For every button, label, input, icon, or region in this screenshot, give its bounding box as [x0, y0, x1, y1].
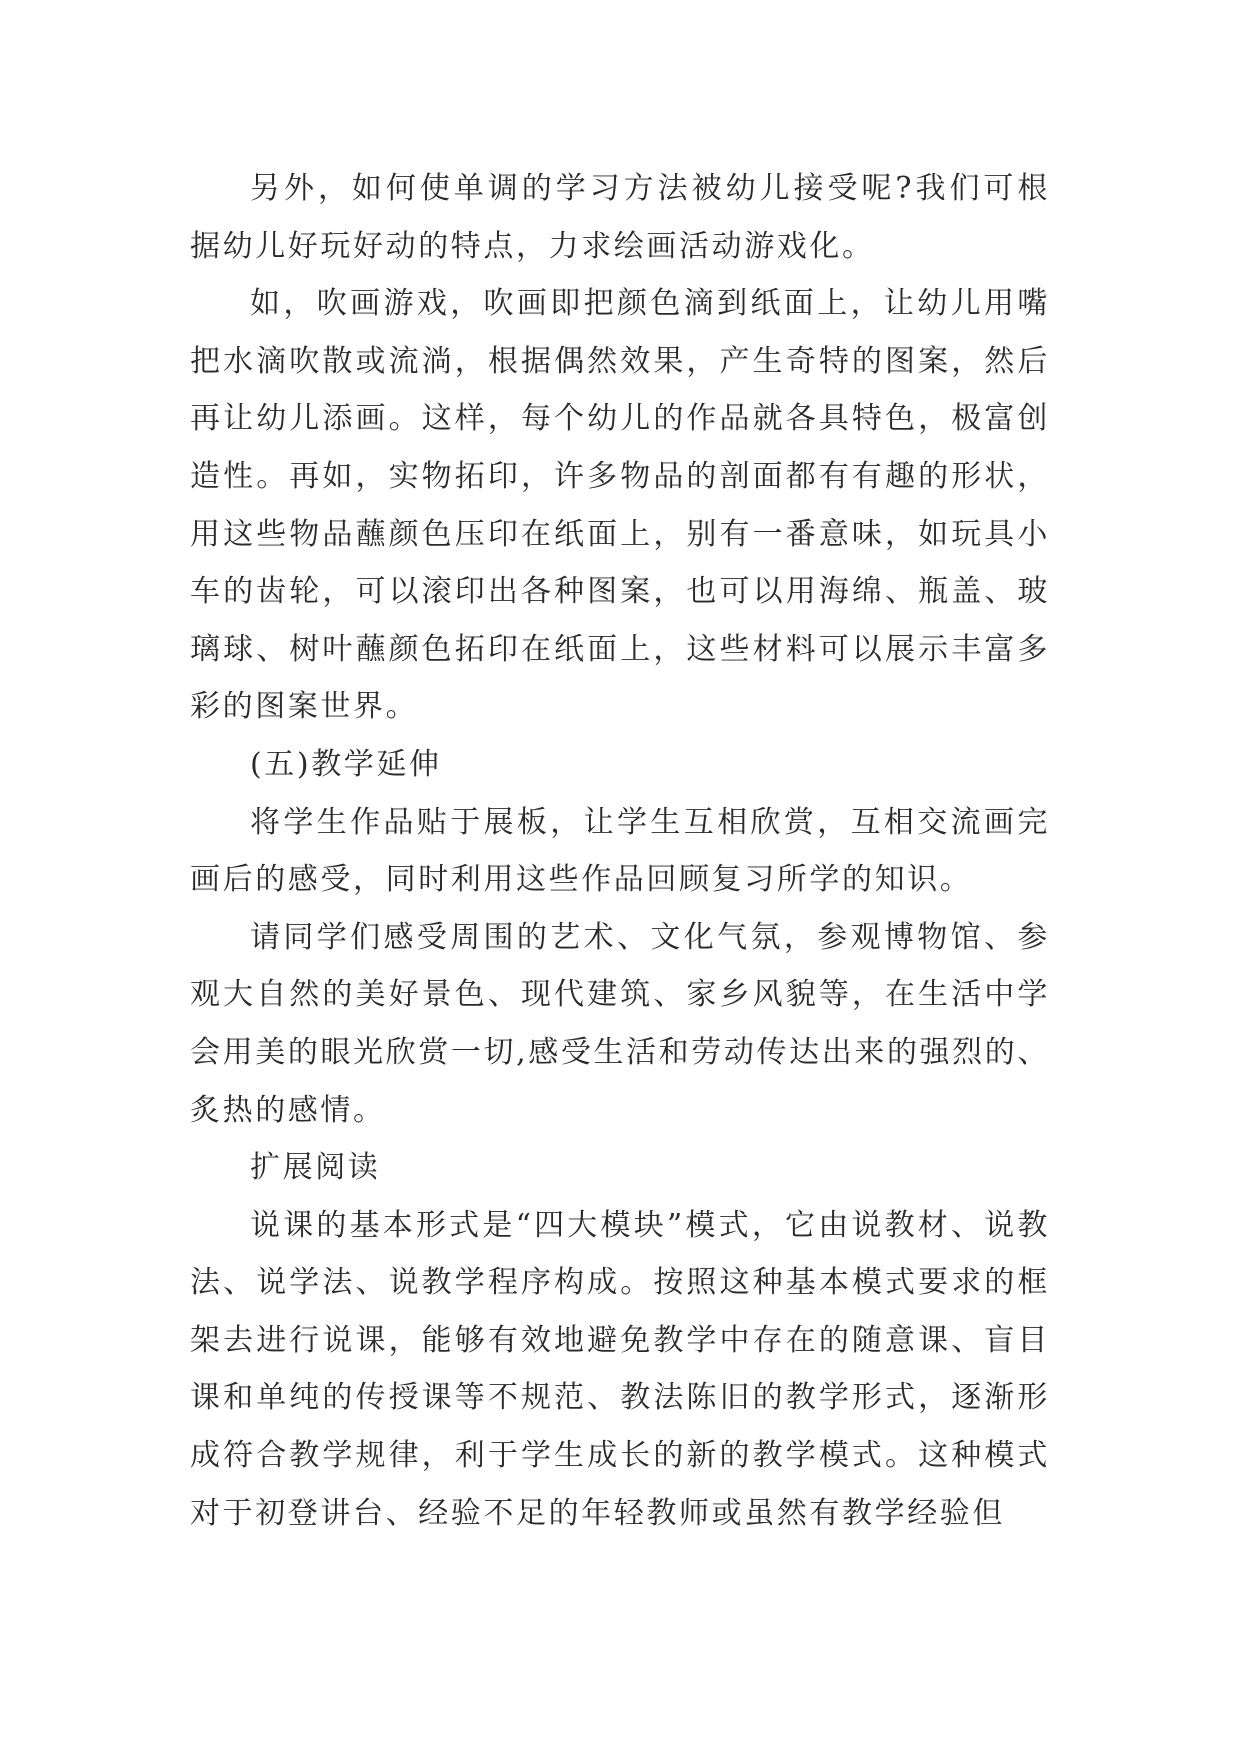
section-heading-extended-reading: 扩展阅读	[250, 1150, 381, 1186]
section-heading-teaching-extension: (五)教学延伸	[250, 746, 442, 782]
paragraph-blow-painting: 如，吹画游戏，吹画即把颜色滴到纸面上，让幼儿用嘴把水滴吹散或流淌，根据偶然效果，产生奇特的图案，然后再让幼儿添画。这样，每个幼儿的作品就各具特色，极富创造性。再如，实物拓印，许多物品的剖面都有有趣的形状，用这些物品蘸颜色压印在纸面上，别有一番意味，如玩具小车的齿轮，可以滚印出各种图案，也可以用海绵、瓶盖、玻璃球、树叶蘸颜色拓印在纸面上，这些材料可以展示丰富多彩的图案世界。	[190, 286, 1050, 725]
document-body	[190, 160, 1050, 1542]
paragraph-game-approach: 另外，如何使单调的学习方法被幼儿接受呢?我们可根据幼儿好玩好动的特点，力求绘画活动游戏化。	[190, 171, 1050, 264]
paragraph-feel-surroundings: 请同学们感受周围的艺术、文化气氛，参观博物馆、参观大自然的美好景色、现代建筑、家乡风貌等，在生活中学会用美的眼光欣赏一切,感受生活和劳动传达出来的强烈的、炙热的感情。	[190, 919, 1050, 1128]
paragraph-lesson-format: 说课的基本形式是“四大模块”模式，它由说教材、说教法、说学法、说教学程序构成。按照这种基本模式要求的框架去进行说课，能够有效地避免教学中存在的随意课、盲目课和单纯的传授课等不规范、教法陈旧的教学形式，逐渐形成符合教学规律，利于学生成长的新的教学模式。这种模式对于初登讲台、经验不足的年轻教师或虽然有教学经验但	[190, 1207, 1050, 1531]
paragraph-display-works: 将学生作品贴于展板，让学生互相欣赏，互相交流画完画后的感受，同时利用这些作品回顾复习所学的知识。	[190, 804, 1050, 898]
